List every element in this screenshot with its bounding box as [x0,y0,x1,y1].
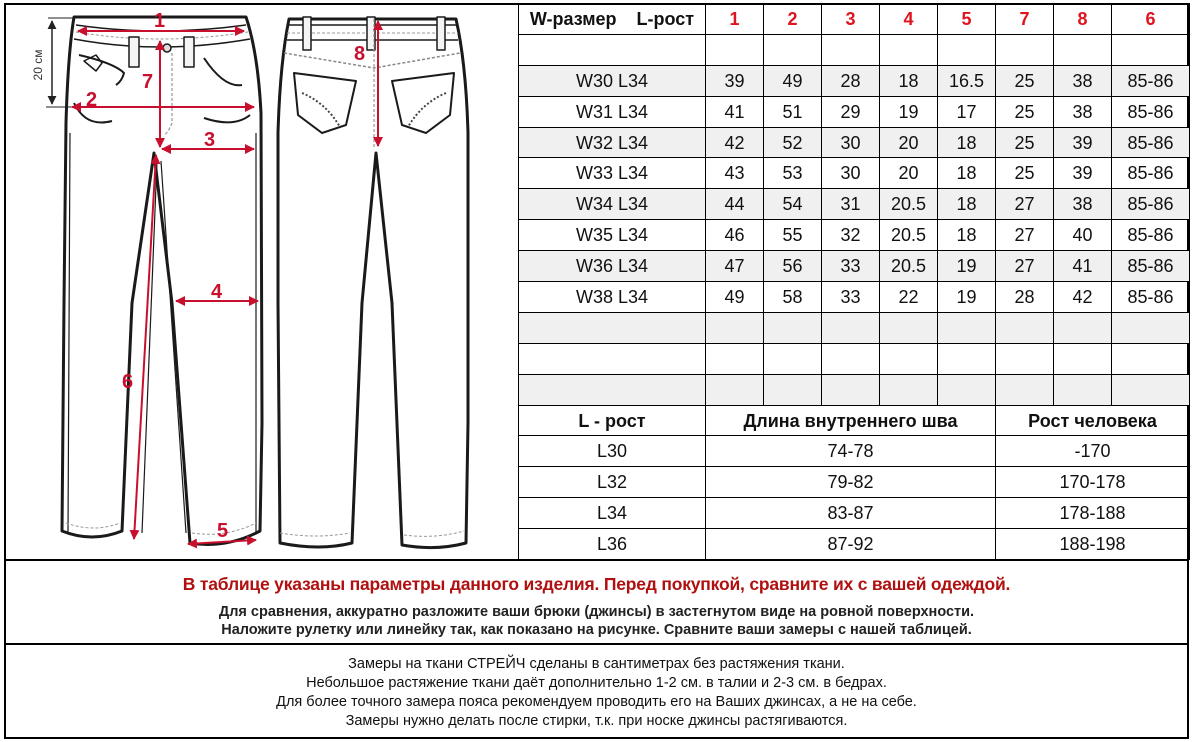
measure-cell [1054,343,1112,374]
measure-cell: 27 [996,220,1054,251]
measure-cell [764,343,822,374]
measure-cell: 27 [996,251,1054,282]
measure-cell: 30 [822,158,880,189]
length-row [519,498,1190,529]
measure-cell [706,312,764,343]
size-row [519,251,1190,282]
col-header-3: 3 [822,4,880,35]
measure-cell [764,374,822,405]
measure-cell [880,343,938,374]
size-cell [519,374,706,405]
measure-cell [1112,343,1190,374]
size-cell: W35 L34 [519,220,706,251]
measure-cell: 85-86 [1112,251,1190,282]
length-row [519,529,1190,560]
measure-cell: 33 [822,282,880,313]
inseam-cell: 87-92 [706,529,996,560]
measure-cell: 28 [822,65,880,96]
size-cell [519,34,706,65]
measure-cell: 85-86 [1112,158,1190,189]
measure-cell: 20 [880,127,938,158]
size-cell [519,312,706,343]
measure-cell: 18 [938,220,996,251]
notice-title: В таблице указаны параметры данного изделия. Перед покупкой, сравните их с вашей одеждой. [182,574,1011,594]
measure-cell [996,312,1054,343]
measurement-footnote [4,643,1189,739]
length-header-l: L - рост [519,405,706,436]
measure-cell: 56 [764,251,822,282]
measure-cell: 41 [706,96,764,127]
measure-cell: 41 [1054,251,1112,282]
notice-line: Наложите рулетку или линейку так, как показано на рисунке. Сравните ваши замеры с нашей таблицей. [221,622,972,638]
length-header-height: Рост человека [996,405,1190,436]
inseam-cell: 83-87 [706,498,996,529]
measure-cell: 25 [996,96,1054,127]
measure-cell: 20 [880,158,938,189]
measure-cell: 18 [938,189,996,220]
measure-cell [938,343,996,374]
measure-cell: 31 [822,189,880,220]
measure-cell: 30 [822,127,880,158]
measure-cell: 85-86 [1112,127,1190,158]
length-code-cell: L30 [519,436,706,467]
measure-label-5: 5 [217,520,229,542]
footnote-line: Для более точного замера пояса рекомендуем проводить его на Ваших джинсах, а не на себе. [276,694,917,710]
col-header-7: 7 [996,4,1054,35]
col-header-2: 2 [764,4,822,35]
measure-cell: 18 [938,127,996,158]
measure-cell: 58 [764,282,822,313]
size-row [519,282,1190,313]
measure-cell: 18 [938,158,996,189]
measure-cell: 25 [996,127,1054,158]
size-cell: W38 L34 [519,282,706,313]
measure-cell [996,374,1054,405]
measure-cell [764,34,822,65]
measure-cell: 19 [938,251,996,282]
measure-cell: 54 [764,189,822,220]
measure-cell [1112,312,1190,343]
col-header-8: 8 [1054,4,1112,35]
size-row [519,34,1190,65]
measure-cell [880,374,938,405]
measure-label-3: 3 [204,129,216,151]
measure-cell: 33 [822,251,880,282]
size-row [519,220,1190,251]
measure-cell: 19 [938,282,996,313]
size-cell: W31 L34 [519,96,706,127]
measure-cell [706,34,764,65]
measure-cell: 38 [1054,189,1112,220]
measure-cell [1112,374,1190,405]
measure-cell: 27 [996,189,1054,220]
measure-cell: 43 [706,158,764,189]
col-header-4: 4 [880,4,938,35]
length-row [519,436,1190,467]
measure-cell: 42 [706,127,764,158]
measure-cell [996,34,1054,65]
measure-cell: 85-86 [1112,96,1190,127]
measure-cell: 17 [938,96,996,127]
inseam-cell: 79-82 [706,467,996,498]
size-header-label: W-размер L-рост [519,4,706,35]
col-header-1: 1 [706,4,764,35]
length-code-cell: L36 [519,529,706,560]
size-chart-table [518,3,1190,560]
length-code-cell: L34 [519,498,706,529]
size-cell: W33 L34 [519,158,706,189]
person-height-cell: 170-178 [996,467,1190,498]
measure-cell: 20.5 [880,251,938,282]
size-cell: W36 L34 [519,251,706,282]
length-code-cell: L32 [519,467,706,498]
measure-cell: 22 [880,282,938,313]
size-cell: W34 L34 [519,189,706,220]
size-row [519,158,1190,189]
measure-cell: 28 [996,282,1054,313]
measure-cell: 16.5 [938,65,996,96]
size-table-header-row [519,4,1190,35]
measure-cell: 85-86 [1112,220,1190,251]
footnote-line: Замеры на ткани СТРЕЙЧ сделаны в сантиметрах без растяжения ткани. [348,656,845,672]
size-row [519,65,1190,96]
measure-cell [1054,374,1112,405]
back-view-jeans [278,17,468,548]
size-row [519,374,1190,405]
measure-cell [996,343,1054,374]
notice-line: Для сравнения, аккуратно разложите ваши брюки (джинсы) в застегнутом виде на ровной поверхности. [218,604,975,620]
measure-cell: 38 [1054,96,1112,127]
measure-cell: 25 [996,65,1054,96]
measure-cell [880,312,938,343]
measure-label-6: 6 [122,371,134,393]
measure-cell [706,374,764,405]
footnote-line: Небольшое растяжение ткани даёт дополнительно 1-2 см. в талии и 2-3 см. в бедрах. [306,675,887,691]
size-row [519,312,1190,343]
measure-cell [822,312,880,343]
jeans-measurement-diagram [4,3,518,559]
person-height-cell: 188-198 [996,529,1190,560]
measure-cell: 29 [822,96,880,127]
inseam-cell: 74-78 [706,436,996,467]
measure-cell: 18 [880,65,938,96]
measure-cell [1054,312,1112,343]
size-cell: W30 L34 [519,65,706,96]
person-height-cell: -170 [996,436,1190,467]
footnote-line: Замеры нужно делать после стирки, т.к. при носке джинсы растягиваются. [345,713,848,729]
measure-cell: 20.5 [880,220,938,251]
comparison-notice [4,559,1189,643]
size-cell: W32 L34 [519,127,706,158]
measure-cell [706,343,764,374]
measure-cell: 38 [1054,65,1112,96]
length-table-header-row [519,405,1190,436]
size-row [519,127,1190,158]
height-20cm-label: 20 см [31,49,45,81]
measure-cell: 85-86 [1112,65,1190,96]
measure-cell [938,312,996,343]
measure-cell: 39 [1054,127,1112,158]
measure-cell [764,312,822,343]
size-cell [519,343,706,374]
measure-label-7: 7 [142,71,154,93]
measure-cell: 32 [822,220,880,251]
measure-cell: 25 [996,158,1054,189]
measure-cell: 53 [764,158,822,189]
measure-cell: 40 [1054,220,1112,251]
measure-cell [822,374,880,405]
measure-label-2: 2 [86,89,98,111]
jeans-illustration [4,3,518,559]
measure-cell: 85-86 [1112,282,1190,313]
measure-label-1: 1 [154,10,166,32]
measure-cell: 39 [706,65,764,96]
measure-cell [880,34,938,65]
size-row [519,189,1190,220]
measure-cell [822,34,880,65]
measure-cell [1112,34,1190,65]
measure-cell [938,34,996,65]
size-row [519,96,1190,127]
col-header-5: 5 [938,4,996,35]
measure-cell: 52 [764,127,822,158]
measure-cell: 42 [1054,282,1112,313]
col-header-6: 6 [1112,4,1190,35]
size-row [519,343,1190,374]
length-header-inseam: Длина внутреннего шва [706,405,996,436]
measure-cell: 49 [706,282,764,313]
measure-cell [1054,34,1112,65]
length-row [519,467,1190,498]
measure-cell: 85-86 [1112,189,1190,220]
measure-cell: 49 [764,65,822,96]
measure-cell: 46 [706,220,764,251]
measure-cell: 20.5 [880,189,938,220]
measure-cell: 47 [706,251,764,282]
measure-cell [822,343,880,374]
measure-cell: 39 [1054,158,1112,189]
person-height-cell: 178-188 [996,498,1190,529]
measure-cell: 55 [764,220,822,251]
measure-cell: 51 [764,96,822,127]
measure-cell: 19 [880,96,938,127]
measure-cell [938,374,996,405]
measure-cell: 44 [706,189,764,220]
measure-label-8: 8 [354,43,366,65]
measure-label-4: 4 [211,281,223,303]
